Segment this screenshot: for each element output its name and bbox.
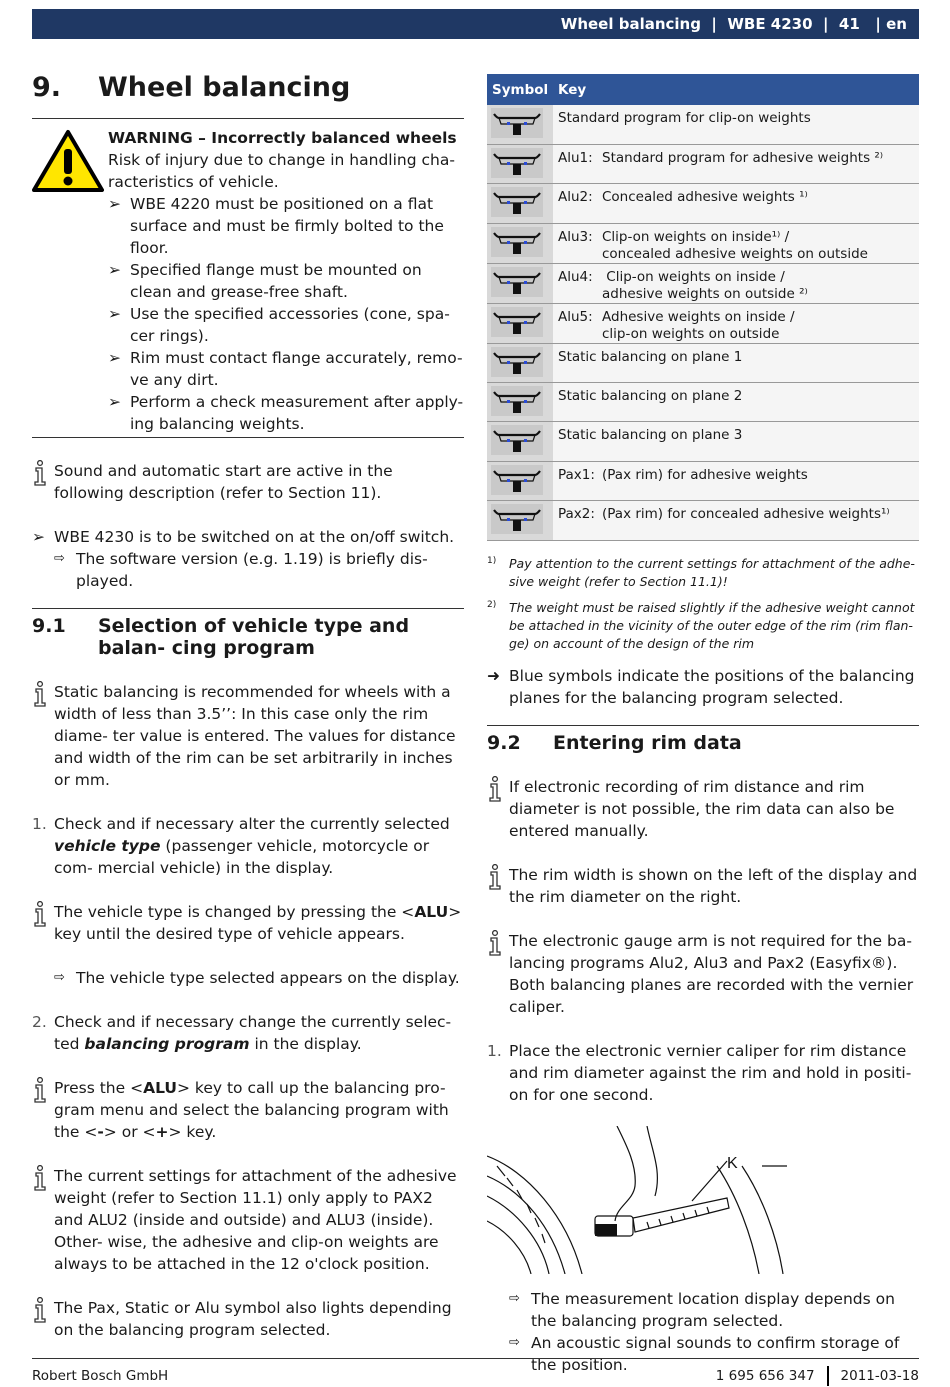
note-text: Press the <	[54, 1079, 144, 1097]
wheel-program-icon	[491, 227, 543, 257]
key-cell	[553, 461, 919, 500]
column-header-symbol: Symbol	[487, 74, 553, 105]
symbol-cell	[487, 263, 553, 303]
note-text: Static balancing is recommended for wheels with a width of less than 3.5’’: In this case only the rim diame- ter value is entered. The values for distance and width of the rim can be set arbitrarily in inches or mm.	[54, 683, 456, 789]
program-description-line-2: adhesive weights on outside ²⁾	[602, 285, 808, 302]
action-text: WBE 4230 is to be switched on at the on/off switch.	[54, 528, 455, 546]
step-2-balancing-program	[32, 1011, 464, 1055]
footnote-1	[487, 555, 919, 591]
footer-company: Robert Bosch GmbH	[32, 1368, 169, 1384]
warning-item: ➢ Rim must contact flange accurately, remo- ve any dirt.	[108, 347, 464, 391]
program-label: Pax2:	[558, 506, 595, 523]
note-symbol-lights	[32, 1297, 464, 1341]
result-arrow-icon: ⇨	[54, 970, 65, 985]
result-text: An acoustic signal sounds to confirm storage of the position.	[531, 1333, 900, 1374]
result-arrow-icon: ⇨	[509, 1290, 520, 1306]
note-text: > key until the desired type of vehicle appears.	[54, 903, 462, 943]
wheel-program-icon	[491, 148, 543, 178]
program-description: Clip-on weights on inside¹⁾ /	[602, 228, 790, 245]
section-9-2-title	[487, 725, 919, 754]
program-description: (Pax rim) for adhesive weights	[602, 466, 808, 483]
key-cell	[553, 144, 919, 183]
key-cell	[553, 343, 919, 382]
symbol-cell	[487, 105, 553, 144]
program-description: Static balancing on plane 2	[558, 388, 743, 405]
info-icon	[32, 681, 48, 707]
footnote-mark: 1)	[487, 555, 497, 566]
chapter-number: 9.	[32, 71, 62, 103]
note-sound	[32, 460, 464, 504]
warning-item: ➢ WBE 4220 must be positioned on a flat surface and must be firmly bolted to the floor.	[108, 193, 464, 259]
symbol-cell	[487, 343, 553, 382]
wheel-program-icon	[491, 386, 543, 416]
column-header-key: Key	[553, 74, 919, 105]
table-row	[487, 184, 919, 223]
symbol-table	[487, 74, 919, 541]
footnote-mark: 2)	[487, 599, 497, 610]
info-icon	[32, 1297, 48, 1323]
program-description: Static balancing on plane 1	[558, 348, 743, 365]
note-text: The electronic gauge arm is not required for the ba- lancing programs Alu2, Alu3 and Pax2 (Easyfix®). Both balancing planes are recorded with the vernier caliper.	[509, 931, 914, 1016]
warning-line-2: racteristics of vehicle.	[108, 173, 279, 191]
program-description: Concealed adhesive weights ¹⁾	[602, 189, 808, 206]
note-text: The rim width is shown on the left of the display and the rim diameter on the right.	[509, 865, 918, 906]
program-description: Standard program for adhesive weights ²⁾	[602, 149, 884, 166]
footnote-text: The weight must be raised slightly if the adhesive weight cannot be attached in the vicinity of the outer edge of the rim (rim flan- ge) on account of the design of the rim	[509, 599, 915, 651]
program-label: Pax1:	[558, 466, 595, 483]
result-text: The vehicle type selected appears on the display.	[76, 969, 460, 987]
step-text: Place the electronic vernier caliper for rim distance and rim diameter against the rim and hold in positi- on for one second.	[509, 1041, 912, 1104]
action-switch-on	[32, 526, 464, 548]
step-number: 1.	[487, 1041, 502, 1060]
wheel-program-icon	[491, 187, 543, 217]
footer-separator	[827, 1366, 829, 1386]
figure-label-k: K	[727, 1154, 738, 1172]
note-text: > key.	[168, 1123, 217, 1141]
warning-item: ➢ Perform a check measurement after apply- ing balancing weights.	[108, 391, 464, 435]
result-measurement-location	[487, 1288, 919, 1332]
header-text: Wheel balancing | WBE 4230 | 41 | en	[560, 15, 907, 33]
key-cell	[553, 383, 919, 422]
program-label: Alu2:	[558, 189, 593, 206]
program-description: Standard program for clip-on weights	[558, 110, 811, 126]
header-bar	[32, 9, 919, 39]
right-column	[487, 74, 919, 1376]
note-text: Sound and automatic start are active in the following description (refer to Section 11).	[54, 462, 393, 502]
note-manual-entry	[487, 776, 919, 842]
symbol-cell	[487, 223, 553, 263]
info-icon	[32, 901, 48, 927]
result-vehicle-type	[32, 967, 464, 989]
key-cell	[553, 422, 919, 461]
table-row	[487, 383, 919, 422]
key-cell	[553, 303, 919, 343]
program-description: Clip-on weights on inside /	[602, 268, 785, 285]
section-heading: Entering rim data	[553, 731, 742, 754]
step-emphasis: balancing program	[84, 1035, 250, 1053]
warning-item: ➢ Use the specified accessories (cone, spa- cer rings).	[108, 303, 464, 347]
table-row	[487, 343, 919, 382]
symbol-cell	[487, 184, 553, 223]
key-cell	[553, 184, 919, 223]
step-text: Check and if necessary alter the currently selected	[54, 815, 450, 833]
note-text: The Pax, Static or Alu symbol also lights depending on the balancing program selected.	[54, 1299, 452, 1339]
blue-symbols-note	[487, 665, 919, 709]
section-9-1-title	[32, 608, 464, 659]
step-1-caliper	[487, 1040, 919, 1106]
table-row	[487, 303, 919, 343]
section-number: 9.1	[32, 615, 66, 637]
result-text: The measurement location display depends on the balancing program selected.	[531, 1289, 895, 1330]
warning-item: ➢ Specified flange must be mounted on clean and grease-free shaft.	[108, 259, 464, 303]
left-column	[32, 64, 464, 1341]
program-description: (Pax rim) for concealed adhesive weights¹⁾	[602, 506, 890, 523]
warning-title: WARNING – Incorrectly balanced wheels	[108, 129, 457, 147]
note-text: If electronic recording of rim distance and rim diameter is not possible, the rim data can also be entered manually.	[509, 777, 895, 840]
section-heading: Selection of vehicle type and balan- cing program	[98, 615, 410, 659]
warning-line-1: Risk of injury due to change in handling cha-	[108, 151, 455, 169]
footer-date: 2011-03-18	[840, 1368, 919, 1384]
info-icon	[487, 930, 503, 956]
info-icon	[487, 776, 503, 802]
wheel-program-icon	[491, 425, 543, 455]
wheel-program-icon	[491, 108, 543, 138]
step-1-vehicle-type	[32, 813, 464, 879]
symbol-cell	[487, 144, 553, 183]
info-icon	[32, 1165, 48, 1191]
program-description-line-2: concealed adhesive weights on outside	[602, 245, 868, 262]
note-text: Blue symbols indicate the positions of the balancing planes for the balancing program selected.	[509, 666, 915, 707]
chapter-heading: Wheel balancing	[98, 71, 351, 103]
note-gauge-arm	[487, 930, 919, 1018]
chapter-title	[32, 64, 464, 110]
result-arrow-icon: ⇨	[54, 551, 65, 566]
warning-box	[32, 118, 464, 438]
key-name: ALU	[143, 1079, 177, 1097]
program-label: Alu4:	[558, 268, 593, 285]
table-row	[487, 105, 919, 144]
wheel-program-icon	[491, 267, 543, 297]
key-cell	[553, 223, 919, 263]
footer-docnum: 1 695 656 347	[715, 1368, 815, 1384]
right-arrow-icon: ➜	[487, 666, 500, 685]
program-label: Alu1:	[558, 149, 593, 166]
caliper-figure	[487, 1126, 787, 1274]
result-text: The software version (e.g. 1.19) is briefly dis- played.	[76, 550, 428, 590]
table-row	[487, 501, 919, 540]
wheel-program-icon	[491, 307, 543, 337]
wheel-program-icon	[491, 504, 543, 534]
symbol-cell	[487, 383, 553, 422]
wheel-program-icon	[491, 347, 543, 377]
table-row	[487, 422, 919, 461]
program-label: Alu3:	[558, 228, 593, 245]
table-row	[487, 223, 919, 263]
symbol-cell	[487, 422, 553, 461]
table-header-row	[487, 74, 919, 105]
footnote-2	[487, 599, 919, 653]
note-rim-width-display	[487, 864, 919, 908]
info-icon	[487, 864, 503, 890]
key-name: ALU	[414, 903, 449, 921]
table-row	[487, 461, 919, 500]
key-cell	[553, 263, 919, 303]
step-number: 2.	[32, 1013, 47, 1031]
note-adhesive-settings	[32, 1165, 464, 1275]
note-vehicle-type-key	[32, 901, 464, 945]
result-arrow-icon: ⇨	[509, 1334, 520, 1350]
program-label: Alu5:	[558, 308, 593, 325]
program-description-line-2: clip-on weights on outside	[602, 325, 780, 342]
note-text: > key to call up the balancing pro- gram menu and select the balancing program with the <	[54, 1079, 449, 1141]
table-row	[487, 144, 919, 183]
result-software-version	[32, 548, 464, 592]
note-alu-key	[32, 1077, 464, 1143]
page-footer	[32, 1358, 919, 1386]
note-text: The vehicle type is changed by pressing the <	[54, 903, 415, 921]
key-cell	[553, 501, 919, 540]
footnote-text: Pay attention to the current settings for attachment of the adhe- sive weight (refer to Section 11.1)!	[509, 555, 915, 589]
key-cell	[553, 105, 919, 144]
wheel-program-icon	[491, 465, 543, 495]
info-icon	[32, 460, 48, 486]
note-static-balancing	[32, 681, 464, 791]
key-name: -	[97, 1123, 104, 1141]
warning-icon	[32, 129, 104, 193]
table-row	[487, 263, 919, 303]
program-description: Static balancing on plane 3	[558, 427, 743, 444]
symbol-cell	[487, 303, 553, 343]
step-text: Check and if necessary change the currently selec- ted	[54, 1013, 452, 1053]
step-text: in the display.	[249, 1035, 362, 1053]
step-emphasis: vehicle type	[54, 837, 161, 855]
key-name: +	[155, 1123, 169, 1141]
note-text: The current settings for attachment of the adhesive weight (refer to Section 11.1) only apply to PAX2 and ALU2 (inside and outside) and ALU3 (inside). Other- wise, the adhesive and clip-on weights are always to be attached in the 12 o'clock position.	[54, 1167, 457, 1273]
info-icon	[32, 1077, 48, 1103]
action-arrow-icon: ➢	[32, 528, 45, 546]
symbol-cell	[487, 461, 553, 500]
step-number: 1.	[32, 815, 47, 833]
program-description: Adhesive weights on inside /	[602, 308, 795, 325]
section-number: 9.2	[487, 731, 521, 754]
note-text: > or <	[103, 1123, 156, 1141]
symbol-cell	[487, 501, 553, 540]
step-text: (passenger vehicle, motorcycle or com- mercial vehicle) in the display.	[54, 837, 430, 877]
